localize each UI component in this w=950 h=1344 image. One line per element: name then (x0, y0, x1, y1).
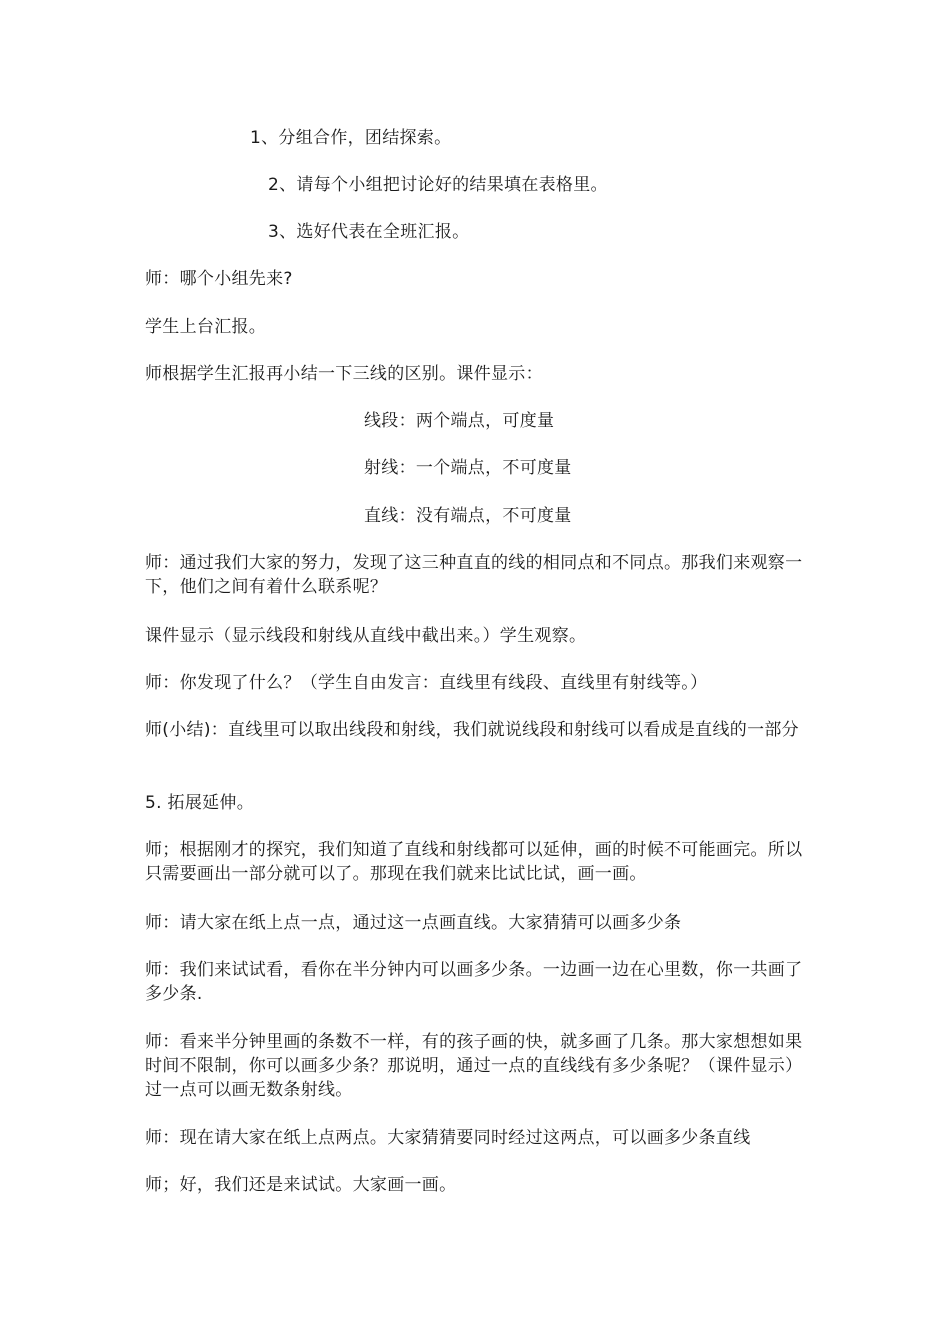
teacher-discover: 师：你发现了什么？（学生自由发言：直线里有线段、直线里有射线等。） (145, 673, 708, 693)
teacher-unlimited: 师：看来半分钟里画的条数不一样，有的孩子画的快，就多画了几条。那大家想想如果时间不限制，你可以画多少条？那说明，通过一点的直线线有多少条呢？（课件显示）过一点可以画无数条射线。 (145, 1032, 803, 1100)
step-3: 3、选好代表在全班汇报。 (268, 222, 470, 242)
section-extend: 5. 拓展延伸。 (145, 793, 255, 813)
step-2: 2、请每个小组把讨论好的结果填在表格里。 (268, 175, 608, 195)
line-type-line: 直线：没有端点，不可度量 (364, 506, 572, 526)
line-type-ray: 射线：一个端点，不可度量 (364, 458, 572, 478)
courseware-show: 课件显示（显示线段和射线从直线中截出来。）学生观察。 (145, 626, 587, 646)
teacher-try: 师；好，我们还是来试试。大家画一画。 (145, 1175, 457, 1195)
teacher-observe: 师：通过我们大家的努力，发现了这三种直直的线的相同点和不同点。那我们来观察一下，他们之间有着什么联系呢？ (145, 553, 803, 597)
teacher-summary-intro: 师根据学生汇报再小结一下三线的区别。课件显示： (145, 364, 543, 384)
teacher-which-group: 师：哪个小组先来? (145, 269, 293, 289)
teacher-one-point: 师：请大家在纸上点一点，通过这一点画直线。大家猜猜可以画多少条 (145, 913, 682, 933)
teacher-conclusion: 师(小结)：直线里可以取出线段和射线，我们就说线段和射线可以看成是直线的一部分 (145, 720, 799, 740)
line-type-segment: 线段：两个端点，可度量 (364, 411, 555, 431)
step-1: 1、分组合作，团结探索。 (250, 128, 452, 148)
student-report: 学生上台汇报。 (145, 317, 267, 337)
teacher-half-minute: 师：我们来试试看，看你在半分钟内可以画多少条。一边画一边在心里数，你一共画了多少条. (145, 960, 803, 1004)
teacher-two-points: 师：现在请大家在纸上点两点。大家猜猜要同时经过这两点，可以画多少条直线 (145, 1128, 751, 1148)
teacher-extend: 师；根据刚才的探究，我们知道了直线和射线都可以延伸，画的时候不可能画完。所以只需要画出一部分就可以了。那现在我们就来比试比试，画一画。 (145, 840, 803, 884)
